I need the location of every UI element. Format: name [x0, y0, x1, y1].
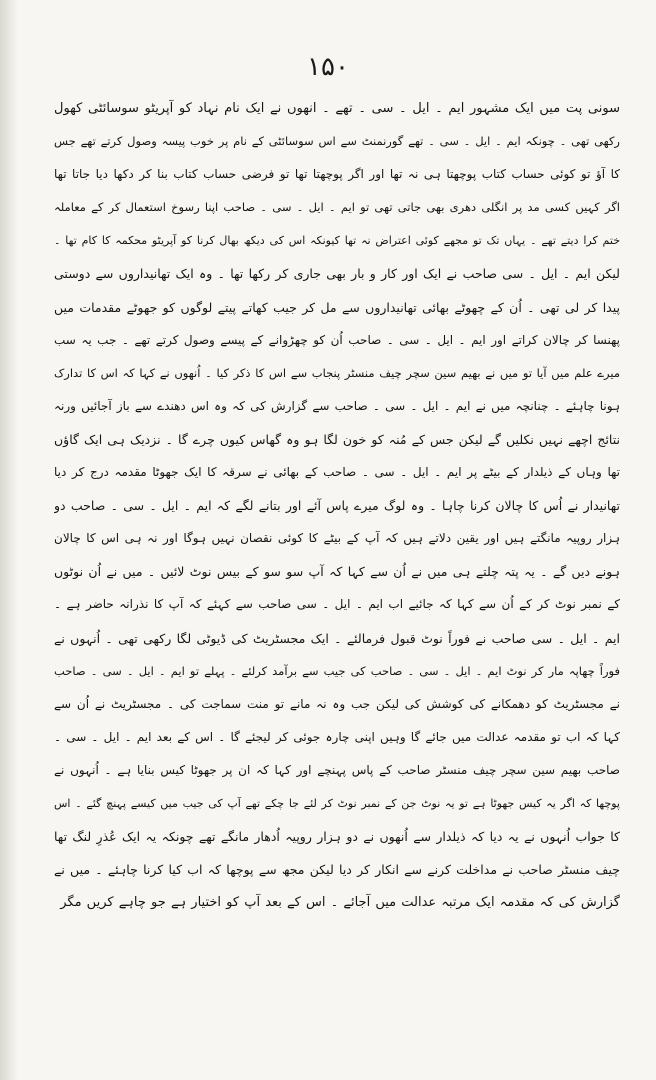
text-line: نتائج اچھے نہیں نکلیں گے لیکن جس کے مُنہ کو خون لگا ہو وہ گھاس کیوں چرے گا ۔ نزدیک ہی ایک گاؤں	[54, 431, 620, 447]
text-line: کا جواب اُنہوں نے یہ دیا کہ ذیلدار سے اُنھوں نے دو ہزار روپیہ اُدھار مانگے تھے چونکہ یہ ایک عُذرِ لنگ تھا	[54, 829, 620, 845]
text-line: کہا کہ اب تو مقدمہ عدالت میں جائے گا وہیں اپنی چارہ جوئی کر لیجئے گا ۔ اس کے بعد ایم ۔ ایل ۔ سی ۔	[54, 729, 620, 744]
text-line: کا آؤ تو کوئی حساب کتاب پوچھتا ہی نہ تھا اور اگر پوچھتا تھا تو فرضی حساب کتاب بنا کر دکھا دیا جاتا تھا	[54, 167, 620, 182]
text-line: پھنسا کر چالان کراتے اور ایم ۔ ایل ۔ سی ۔ صاحب اُن کو چھڑوانے کے پیسے وصول کرتے تھے ۔ جب یہ سب	[54, 332, 620, 347]
text-line: میرے علم میں آیا تو میں نے بھیم سین سچر چیف منسٹر پنجاب سے اس کا ذکر کیا ۔ اُنھوں نے کہا کہ اس کا تدارک	[54, 365, 620, 380]
text-line: کے نمبر نوٹ کر کے اُن سے کہا کہ جائیے اب ایم ۔ ایل ۔ سی صاحب سے کہئے کہ آپ کا نذرانہ حاضر ہے ۔	[54, 597, 620, 612]
text-line: صاحب بھیم سین سچر چیف منسٹر صاحب کے پاس پہنچے اور کہا کہ ان پر جھوٹا کیس بنایا ہے ۔ اُنہوں نے	[54, 762, 620, 777]
text-line: تھانیدار نے اُس کا چالان کرنا چاہا ۔ وہ لوگ میرے پاس آئے اور بتانے لگے کہ ایم ۔ ایل ۔ سی ۔ صاحب دو	[54, 498, 620, 514]
text-line: پیدا کر لی تھی ۔ اُن کے چھوٹے بھائی تھانیداروں سے مل کر جیب کھاتے پیتے لوگوں کو جھوٹے مقدمات میں	[54, 299, 620, 315]
text-line: اگر کہیں کسی مد پر انگلی دھری بھی جاتی تھی تو ایم ۔ ایل ۔ سی ۔ صاحب اپنا رسوخ استعمال کر کے معاملہ	[54, 200, 620, 215]
page-edge-shadow	[0, 0, 18, 1080]
text-line: ہزار روپیہ مانگتے ہیں اور یقین دلاتے ہیں کہ آپ کے بیٹے کا کوئی نقصان نہیں ہوگا اور نہ ہی اس کا چالان	[54, 531, 620, 546]
text-line: تھا وہاں کے ذیلدار کے بیٹے پر ایم ۔ ایل ۔ سی ۔ صاحب کے بھائی نے سرقہ کا ایک جھوٹا مقدمہ درج کر دیا	[54, 465, 620, 480]
text-line: سونی پت میں ایک مشہور ایم ۔ ایل ۔ سی ۔ تھے ۔ انھوں نے ایک نام نہاد کو آپریٹو سوسائٹی کھول	[54, 101, 620, 116]
text-line: ہونے دیں گے ۔ یہ پتہ چلتے ہی میں نے اُن سے کہا کہ آپ سو سو کے بیس نوٹ لائیں ۔ میں نے اُن نوٹوں	[54, 564, 620, 580]
text-line: نے مجسٹریٹ کو دھمکانے کی کوشش کی لیکن جب وہ نہ مانے تو منت سماجت کی ۔ مجسٹریٹ نے اُن سے	[54, 696, 620, 711]
page-body-text	[54, 92, 620, 919]
page-number: ۱۵۰	[307, 52, 349, 82]
text-line: فوراً چھاپہ مار کر نوٹ ایم ۔ ایل ۔ سی ۔ صاحب کی جیب سے برآمد کرلئے ۔ پہلے تو ایم ۔ ایل ۔ سی ۔ صاحب	[54, 663, 620, 678]
text-line: چیف منسٹر صاحب نے مداخلت کرنے سے انکار کر دیا لیکن مجھ سے پوچھا کہ اب کیا کرنا چاہئے ۔ میں نے	[54, 862, 620, 878]
text-line: ایم ۔ ایل ۔ سی صاحب نے فوراً نوٹ قبول فرمالئے ۔ ایک مجسٹریٹ کی ڈیوٹی لگا رکھی تھی ۔ اُنہوں نے	[54, 630, 620, 646]
text-line: ختم کرا دیتے تھے ۔ یہاں تک تو مجھے کوئی اعتراض نہ تھا کیونکہ اس کی دیکھ بھال کرنا کو آپریٹو محکمہ کا کام تھا ۔	[54, 234, 620, 248]
text-line: پوچھا کہ اگر یہ کیس جھوٹا ہے تو یہ نوٹ جن کے نمبر نوٹ کر لئے جا چکے تھے آپ کی جیب میں کیسے پہنچ گئے ۔ اس	[54, 796, 620, 810]
text-line: گزارش کی کہ مقدمہ ایک مرتبہ عدالت میں آجائے ۔ اس کے بعد آپ کو اختیار ہے جو چاہے کریں مگر	[60, 895, 620, 911]
text-line: ہونا چاہئے ۔ چنانچہ میں نے ایم ۔ ایل ۔ سی ۔ صاحب سے گزارش کی کہ وہ اس دھندے سے باز آجائیں ورنہ	[54, 398, 620, 413]
text-line: رکھی تھی ۔ چونکہ ایم ۔ ایل ۔ سی ۔ تھے گورنمنٹ سے اس سوسائٹی کے نام پر خوب پیسہ وصول کرتے تھے جس	[54, 134, 620, 149]
text-line: لیکن ایم ۔ ایل ۔ سی صاحب نے ایک اور کار و بار بھی جاری کر رکھا تھا ۔ وہ ایک تھانیداروں سے دوستی	[54, 266, 620, 282]
